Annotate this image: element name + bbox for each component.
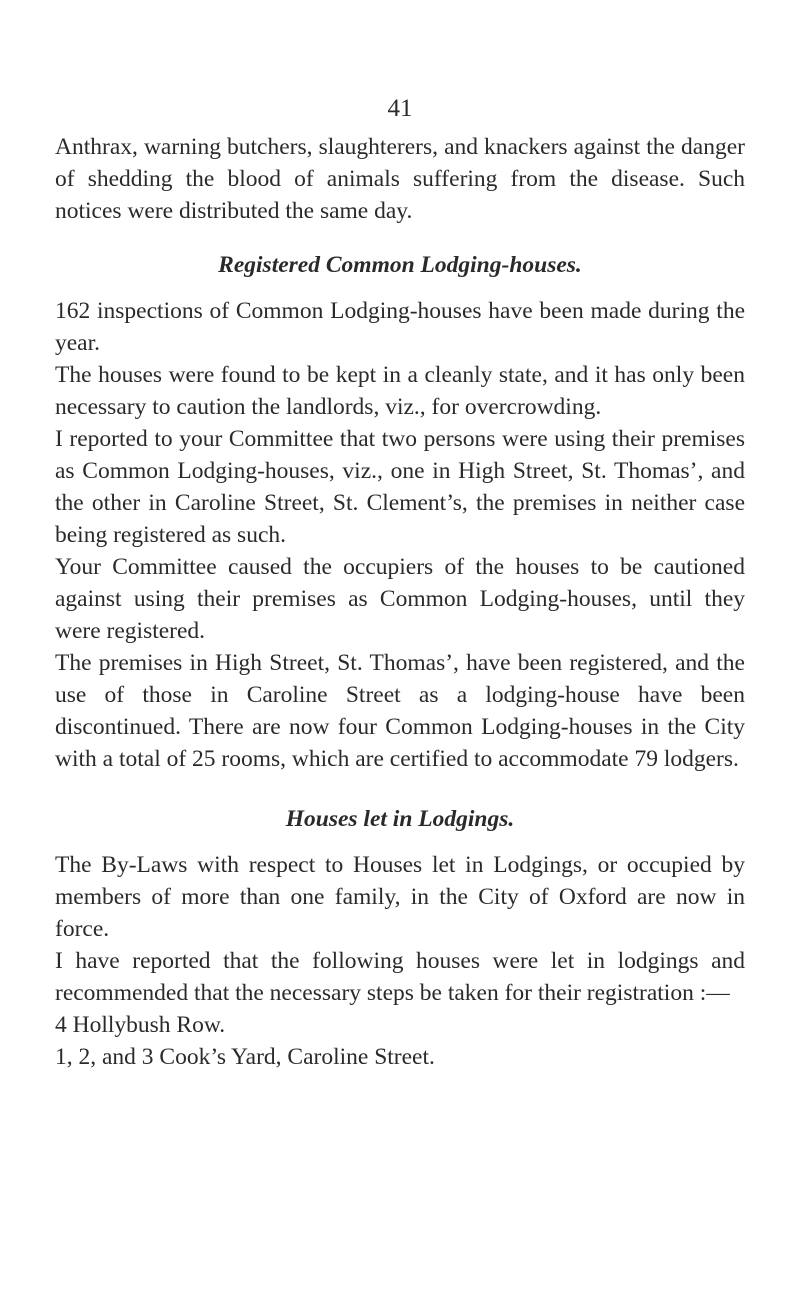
list-item: 1, 2, and 3 Cook’s Yard, Caroline Street. (55, 1044, 435, 1070)
page-body (55, 131, 745, 1073)
page-number: 41 (387, 95, 413, 122)
paragraph-by-laws: The By-Laws with respect to Houses let in Lodgings, or occupied by members of more than one family, in the City of Oxford are now in force. (55, 852, 745, 942)
list-item: 4 Hollybush Row. (55, 1012, 226, 1038)
paragraph-report-committee: I reported to your Committee that two persons were using their premises as Common Lodging-houses, viz., one in High Street, St. Thomas’, and the other in Caroline Street, St. Clement’s, the premises in neither case being registered as such. (55, 426, 745, 548)
paragraph-occupiers-cautioned: Your Committee caused the occupiers of the houses to be cautioned against using their premises as Common Lodging-houses, until they were registered. (55, 554, 745, 644)
paragraph-cleanly-state: The houses were found to be kept in a cleanly state, and it has only been necessary to caution the landlords, viz., for overcrowding. (55, 362, 745, 420)
paragraph-premises-registered: The premises in High Street, St. Thomas’, have been registered, and the use of those in Caroline Street as a lodging-house have been discontinued. There are now four Common Lodging-houses in the City with a total of 25 rooms, which are certified to accommodate 79 lodgers. (55, 650, 745, 772)
intro-paragraph: Anthrax, warning butchers, slaughterers, and knackers against the danger of shedding the blood of animals suffering from the disease. Such notices were distributed the same day. (55, 134, 745, 224)
section-heading-houses-let: Houses let in Lodgings. (285, 806, 515, 832)
paragraph-inspections: 162 inspections of Common Lodging-houses have been made during the year. (55, 298, 745, 356)
paragraph-houses-reported: I have reported that the following houses were let in lodgings and recommended that the necessary steps be taken for their registration :— (55, 948, 745, 1006)
section-heading-lodging-houses: Registered Common Lodging-houses. (218, 252, 582, 278)
